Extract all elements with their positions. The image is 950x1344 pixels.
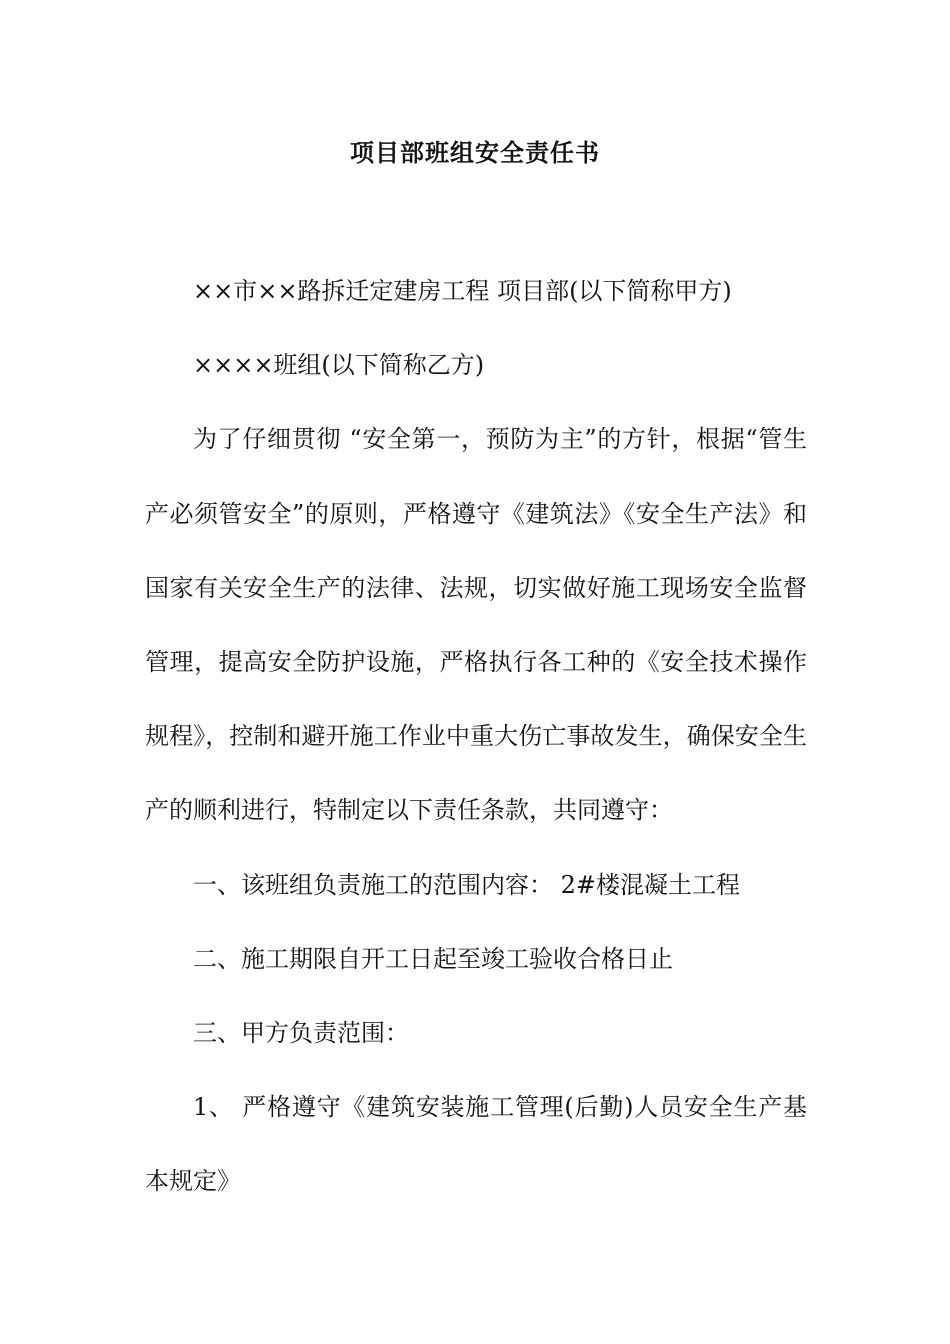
clause-3-heading: 三、甲方负责范围：: [193, 1019, 409, 1048]
clause-3-item-1: 1、 严格遵守《建筑安装施工管理(后勤)人员安全生产基本规定》: [145, 1093, 807, 1196]
clause-1-scope: 一、该班组负责施工的范围内容： 2#楼混凝土工程: [193, 870, 741, 899]
document-title: 项目部班组安全责任书: [350, 138, 600, 167]
document-body: [145, 254, 807, 1219]
party-b-paragraph: ××××班组(以下简称乙方): [193, 351, 485, 380]
clause-2-period: 二、施工期限自开工日起至竣工验收合格日止: [193, 944, 673, 973]
party-a-paragraph: ××市××路拆迁定建房工程 项目部(以下简称甲方): [193, 277, 732, 305]
preamble-paragraph: 为了仔细贯彻 “安全第一，预防为主”的方针，根据“管生产必须管安全”的原则，严格遵守《建筑法》《安全生产法》和国家有关安全生产的法律、法规，切实做好施工现场安全监督管理，提高安全防护设施，严格执行各工种的《安全技术操作规程》，控制和避开施工作业中重大伤亡事故发生，确保安全生产的顺利进行，特制定以下责任条款，共同遵守：: [145, 425, 807, 825]
